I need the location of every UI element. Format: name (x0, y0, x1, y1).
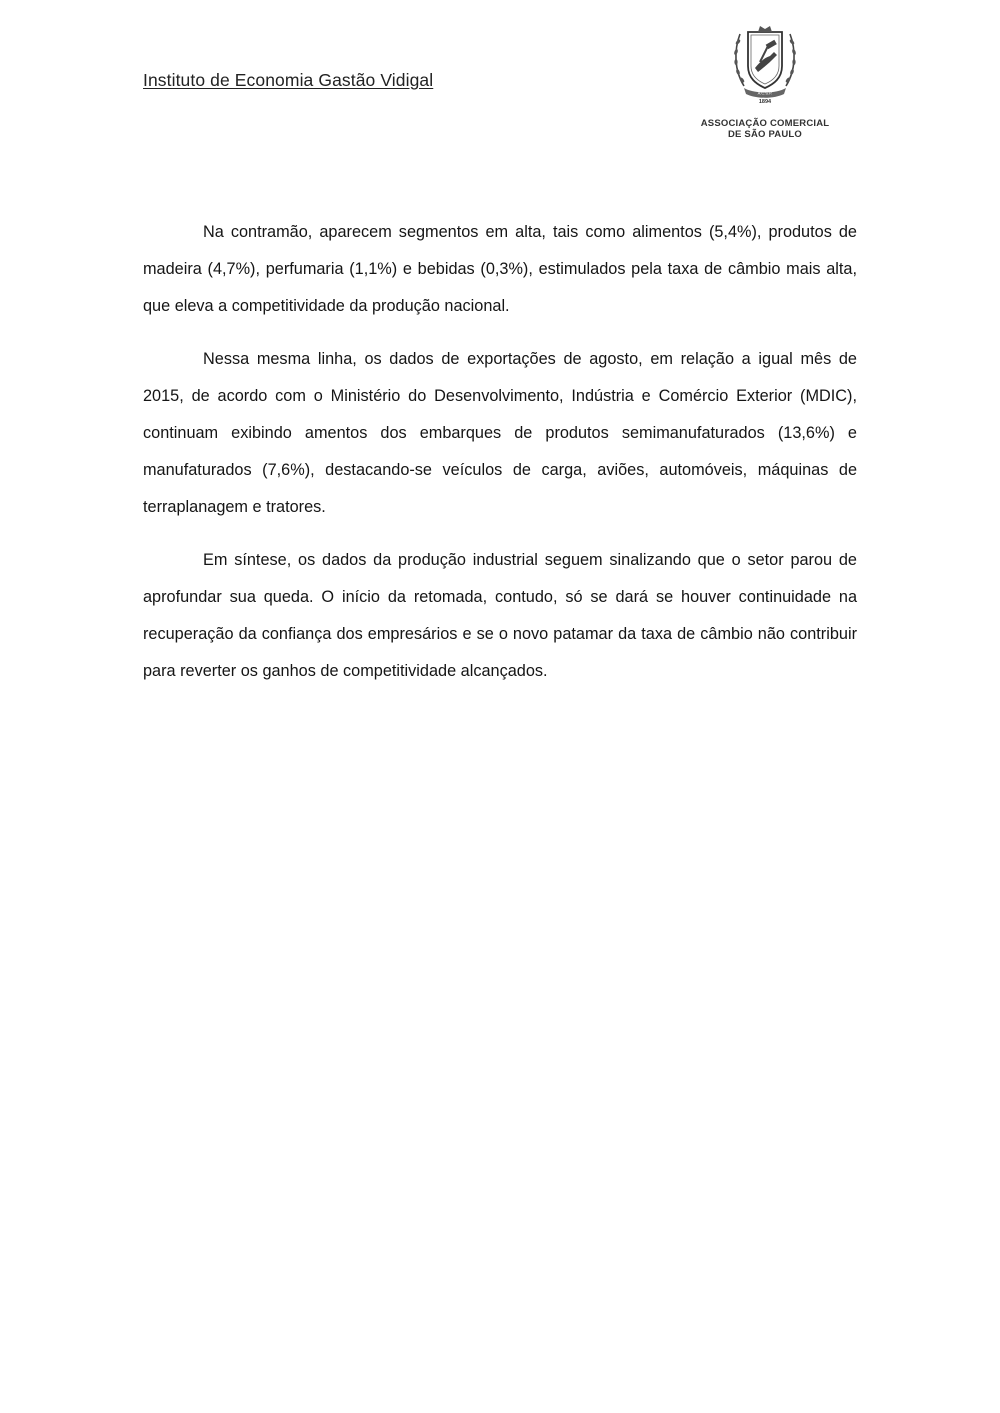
svg-text:A.C.S.P.: A.C.S.P. (757, 90, 773, 96)
paragraph-1: Na contramão, aparecem segmentos em alta, tais como alimentos (5,4%), produtos de madeira (4,7%), perfumaria (1,1%) e bebidas (0,3%), estimulados pela taxa de câmbio mais alta, que eleva a competitividade da produção nacional. (143, 223, 857, 315)
body-text (143, 214, 857, 706)
logo-name-line2: DE SÃO PAULO (727, 129, 802, 140)
paragraph-2: Nessa mesma linha, os dados de exportações de agosto, em relação a igual mês de 2015, de acordo com o Ministério do Desenvolvimento, Indústria e Comércio Exterior (MDIC), continuam exibindo amentos dos embarques de produtos semimanufaturados (13,6%) e manufaturados (7,6%), destacando-se veículos de carga, aviões, automóveis, máquinas de terraplanagem e tratores. (143, 350, 857, 516)
paragraph-3: Em síntese, os dados da produção industrial seguem sinalizando que o setor parou de aprofundar sua queda. O início da retomada, contudo, só se dará se houver continuidade na recuperação da confiança dos empresários e se o novo patamar da taxa de câmbio não contribuir para reverter os ganhos de competitividade alcançados. (143, 551, 857, 680)
logo-name-line1: ASSOCIAÇÃO COMERCIAL (700, 118, 830, 129)
acsp-logo (690, 22, 840, 144)
logo-year: 1894 (758, 99, 772, 105)
logo-name (690, 118, 840, 140)
header-title: Instituto de Economia Gastão Vidigal (143, 70, 434, 90)
acsp-crest-icon (730, 22, 800, 104)
